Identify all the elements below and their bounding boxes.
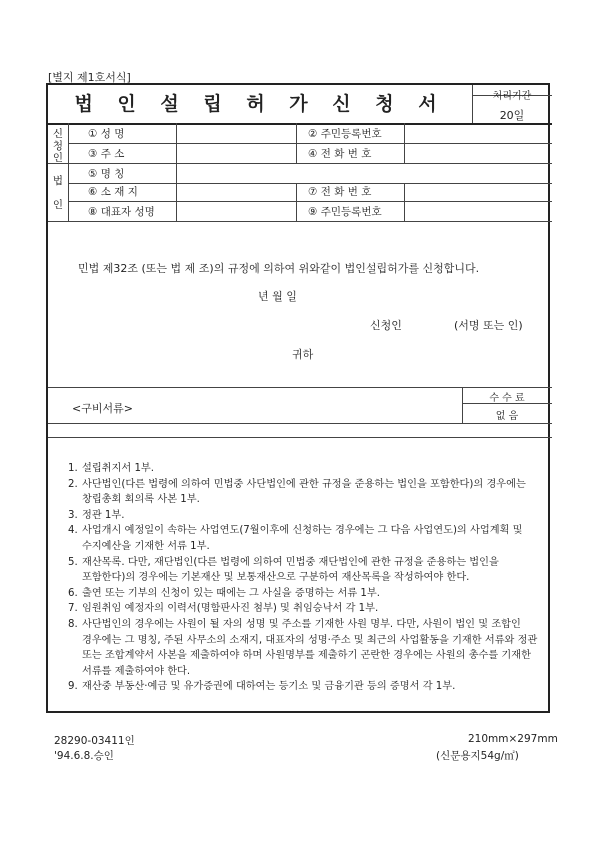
corporation-location-label: ⑥ 소 재 지 <box>88 186 138 198</box>
list-item: 9. 재산중 부동산·예금 및 유가증권에 대하여는 등기소 및 금융기관 등의 증명서 각 1부. <box>68 681 456 693</box>
applicant-phone-label: ④ 전 화 번 호 <box>308 148 372 160</box>
form-title: 법 인 설 립 허 가 신 청 서 <box>74 93 446 115</box>
list-item: 2. 사단법인(다른 법령에 의하여 민법중 사단법인에 관한 규정을 준용하는 법인을 포함한다)의 경우에는 창립총회 회의록 사본 1부. <box>68 478 526 506</box>
representative-name-field[interactable] <box>177 202 295 220</box>
approval-date: '94.6.8.승인 <box>54 750 114 762</box>
form-number-label: [별지 제1호서식] <box>48 71 131 84</box>
representative-name-label: ⑧ 대표자 성명 <box>88 206 155 218</box>
applicant-section-label: 신 청 인 <box>52 128 64 164</box>
list-item: 3. 정관 1부. <box>68 509 125 521</box>
divider <box>296 183 297 221</box>
addressee: 귀하 <box>292 348 314 361</box>
applicant-resident-number-label: ② 주민등록번호 <box>308 128 382 140</box>
divider <box>296 123 297 163</box>
paper-size: 210mm×297mm <box>468 733 558 745</box>
applicant-address-field[interactable] <box>177 144 295 162</box>
application-form <box>46 83 550 713</box>
list-item: 4. 사업개시 예정일이 속하는 사업연도(7월이후에 신청하는 경우에는 그 다음 사업연도)의 사업계획 및 수지예산을 기재한 서류 1부. <box>68 525 523 552</box>
applicant-address-label: ③ 주 소 <box>88 148 125 160</box>
corporation-phone-label: ⑦ 전 화 번 호 <box>308 186 372 198</box>
date-line: 년 월 일 <box>258 290 297 303</box>
representative-resident-number-field[interactable] <box>405 202 551 220</box>
corporation-section-label: 법 인 <box>52 175 64 211</box>
form-code: 28290-03411인 <box>54 735 135 747</box>
list-item: 7. 임원취임 예정자의 이력서(명함판사진 첨부) 및 취임승낙서 각 1부. <box>68 603 379 615</box>
list-item: 6. 출연 또는 기부의 신청이 있는 때에는 그 사실을 증명하는 서류 1부. <box>68 587 380 599</box>
paper-type: (신문용지54g/㎡) <box>436 750 519 762</box>
required-documents-list <box>68 461 540 695</box>
list-item: 5. 재산목록. 다만, 재단법인(다른 법령에 의하여 민법중 재단법인에 관한 규정을 준용하는 법인을 포함한다)의 경우에는 기본재산 및 보통재산으로 구분하여 재산목록을 작성하여야 한다. <box>68 556 499 584</box>
processing-period-label: 처리기간 <box>492 91 532 102</box>
applicant-name-label: ① 성 명 <box>88 128 125 140</box>
applicant-resident-number-field[interactable] <box>405 124 551 142</box>
applicant-phone-field[interactable] <box>405 144 551 162</box>
applicant-name-field[interactable] <box>177 124 295 142</box>
corporation-phone-field[interactable] <box>405 184 551 200</box>
fee-value: 없 음 <box>495 411 519 422</box>
divider <box>48 423 552 424</box>
divider <box>48 437 552 438</box>
applicant-signature-label: 신청인 <box>370 319 402 332</box>
corporation-name-label: ⑤ 명 칭 <box>88 168 125 180</box>
required-documents-label: <구비서류> <box>72 402 133 415</box>
list-item: 1. 설립취지서 1부. <box>68 463 155 474</box>
fee-label: 수 수 료 <box>489 393 525 404</box>
divider <box>48 221 552 222</box>
divider <box>68 123 69 221</box>
list-item: 8. 사단법인의 경우에는 사원이 될 자의 성명 및 주소를 기재한 사원 명부. 다만, 사원이 법인 및 조합인 경우에는 그 명칭, 주된 사무소의 소재지, 대표자의 성명·주소 및 최근의 사업활동을 기재한 서류와 정관 또는 조합계약서 사본을 제출하여야 하며 사원명부를 제출하기 곤란한 경우에는 사원의 총수를 기재한 서류를 제출하여야 한다. <box>68 618 538 677</box>
divider <box>48 387 552 388</box>
signature-or-seal: (서명 또는 인) <box>454 319 523 332</box>
corporation-name-field[interactable] <box>177 164 551 182</box>
application-statement: 민법 제32조 (또는 법 제 조)의 규정에 의하여 위와같이 법인설립허가를 신청합니다. <box>78 262 480 275</box>
representative-resident-number-label: ⑨ 주민등록번호 <box>308 206 382 218</box>
processing-period-value: 20일 <box>499 109 525 122</box>
corporation-location-field[interactable] <box>177 184 295 200</box>
